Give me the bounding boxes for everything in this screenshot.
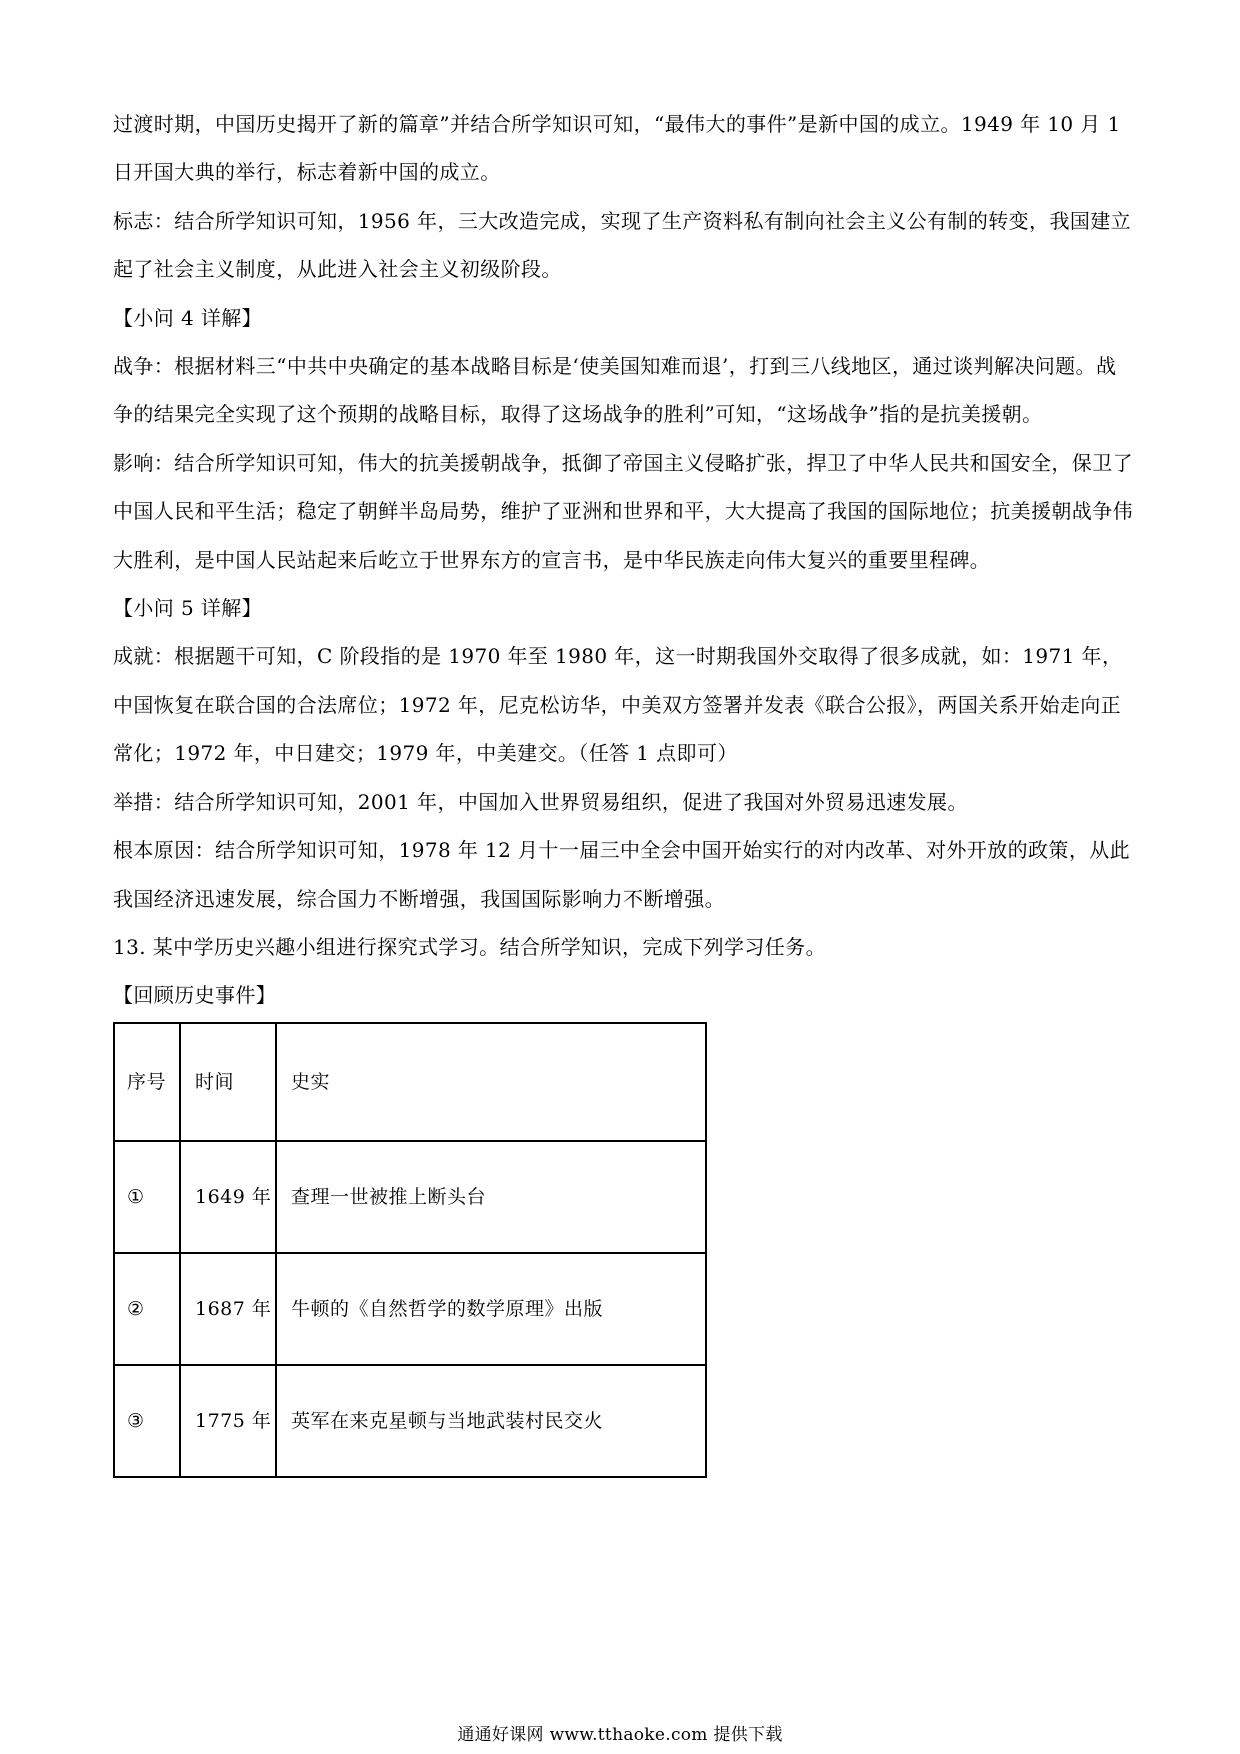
cell-no: ① — [114, 1141, 180, 1253]
header-time: 时间 — [180, 1023, 276, 1141]
section-title: 【回顾历史事件】 — [113, 983, 277, 1008]
paragraph: 影响：结合所学知识可知，伟大的抗美援朝战争，抵御了帝国主义侵略扩张，捍卫了中华人民共和国安全，保卫了中国人民和平生活；稳定了朝鲜半岛局势，维护了亚洲和世界和平，大大提高了我国的国际地位；抗美援朝战争伟大胜利，是中国人民站起来后屹立于世界东方的宣言书，是中华民族走向伟大复兴的重要里程碑。 — [113, 450, 1133, 572]
section-heading: 【小问 5 详解】 — [113, 596, 263, 621]
table-header-row — [114, 1023, 706, 1141]
paragraph: 举措：结合所学知识可知，2001 年，中国加入世界贸易组织，促进了我国对外贸易迅速发展。 — [113, 789, 968, 814]
paragraph: 过渡时期，中国历史揭开了新的篇章”并结合所学知识可知，“最伟大的事件”是新中国的成立。1949 年 10 月 1 日开国大典的举行，标志着新中国的成立。 — [113, 112, 1121, 185]
cell-fact: 查理一世被推上断头台 — [276, 1141, 706, 1253]
paragraph: 根本原因：结合所学知识可知，1978 年 12 月十一届三中全会中国开始实行的对内改革、对外开放的政策，从此我国经济迅速发展，综合国力不断增强，我国国际影响力不断增强。 — [113, 838, 1131, 911]
cell-time: 1649 年 — [180, 1141, 276, 1253]
table-row — [114, 1365, 706, 1477]
table-row — [114, 1141, 706, 1253]
cell-time: 1775 年 — [180, 1365, 276, 1477]
document-body — [113, 100, 1133, 1478]
paragraph: 成就：根据题干可知，C 阶段指的是 1970 年至 1980 年，这一时期我国外交取得了很多成就，如：1971 年，中国恢复在联合国的合法席位；1972 年，尼克松访华，中美双方签署并发表《联合公报》，两国关系开始走向正常化；1972 年，中日建交；1979 年，中美建交。（任答 1 点即可） — [113, 644, 1123, 766]
paragraph: 标志：结合所学知识可知，1956 年，三大改造完成，实现了生产资料私有制向社会主义公有制的转变，我国建立起了社会主义制度，从此进入社会主义初级阶段。 — [113, 208, 1132, 282]
cell-no: ③ — [114, 1365, 180, 1477]
cell-fact: 牛顿的《自然哲学的数学原理》出版 — [276, 1253, 706, 1365]
paragraph: 战争：根据材料三“中共中央确定的基本战略目标是‘使美国知难而退’，打到三八线地区，通过谈判解决问题。战争的结果完全实现了这个预期的战略目标，取得了这场战争的胜利”可知，“这场战争”指的是抗美援朝。 — [113, 354, 1117, 427]
cell-time: 1687 年 — [180, 1253, 276, 1365]
header-no: 序号 — [114, 1023, 180, 1141]
cell-no: ② — [114, 1253, 180, 1365]
header-fact: 史实 — [276, 1023, 706, 1141]
table-row — [114, 1253, 706, 1365]
page-footer: 通通好课网 www.tthaoke.com 提供下载 — [457, 1725, 783, 1745]
question-stem: 13. 某中学历史兴趣小组进行探究式学习。结合所学知识，完成下列学习任务。 — [113, 934, 826, 959]
history-events-table — [113, 1022, 707, 1478]
cell-fact: 英军在来克星顿与当地武装村民交火 — [276, 1365, 706, 1477]
section-heading: 【小问 4 详解】 — [113, 305, 263, 330]
